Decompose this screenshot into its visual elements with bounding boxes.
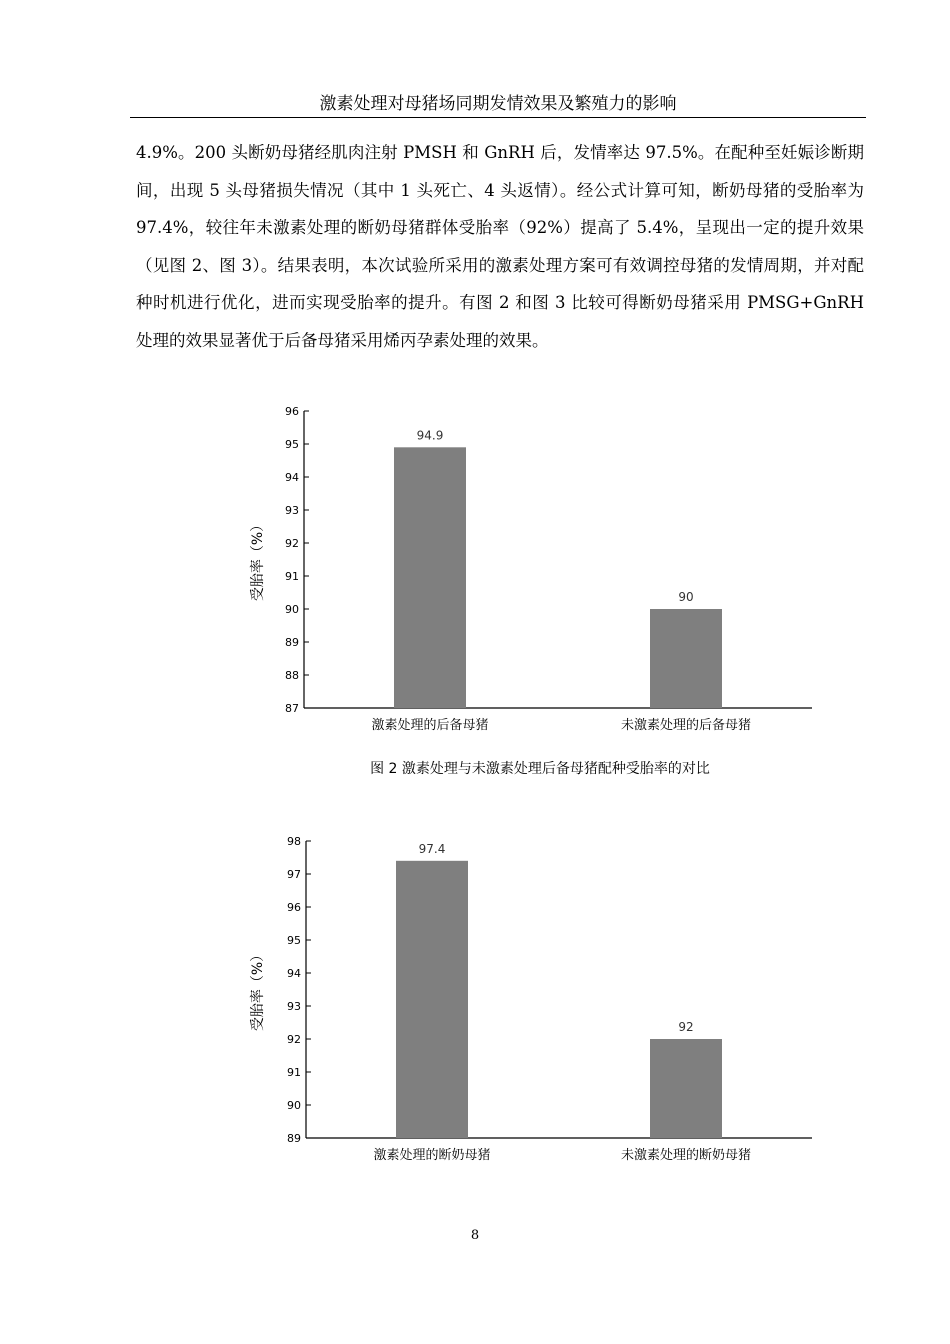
y-tick-label: 93 <box>285 504 299 517</box>
y-tick-label: 95 <box>287 934 301 947</box>
y-tick-label: 91 <box>287 1066 301 1079</box>
running-header-title: 激素处理对母猪场同期发情效果及繁殖力的影响 <box>319 94 677 114</box>
y-tick-label: 96 <box>285 405 299 418</box>
bar-data-label: 90 <box>678 590 694 604</box>
figure-2-caption: 图 2 激素处理与未激素处理后备母猪配种受胎率的对比 <box>370 761 710 777</box>
x-category-label: 激素处理的后备母猪 <box>371 718 489 733</box>
y-tick-label: 98 <box>287 835 301 848</box>
y-axis-title: 受胎率（%） <box>250 947 266 1032</box>
page-number: 8 <box>470 1228 480 1243</box>
y-tick-label: 92 <box>285 537 299 550</box>
y-tick-label: 96 <box>287 901 301 914</box>
bar-2 <box>650 1039 722 1138</box>
y-tick-label: 94 <box>287 967 301 980</box>
y-tick-label: 97 <box>287 868 301 881</box>
x-category-label: 激素处理的断奶母猪 <box>373 1148 491 1163</box>
y-tick-label: 92 <box>287 1033 301 1046</box>
y-tick-label: 89 <box>287 1132 301 1145</box>
x-category-label: 未激素处理的断奶母猪 <box>620 1148 752 1163</box>
y-tick-label: 95 <box>285 438 299 451</box>
y-axis-title: 受胎率（%） <box>250 517 266 602</box>
y-tick-label: 91 <box>285 570 299 583</box>
y-tick-label: 93 <box>287 1000 301 1013</box>
body-paragraph: 4.9%。200 头断奶母猪经肌肉注射 PMSH 和 GnRH 后，发情率达 97.5%。在配种至妊娠诊断期间，出现 5 头母猪损失情况（其中 1 头死亡、4 头返情）。经公式计算可知，断奶母猪的受胎率为 97.4%，较往年未激素处理的断奶母猪群体受胎率（92%）提高了 5.4%，呈现出一定的提升效果（见图 2、图 3）。结果表明，本次试验所采用的激素处理方案可有效调控母猪的发情周期，并对配种时机进行优化，进而实现受胎率的提升。有图 2 和图 3 比较可得断奶母猪采用 PMSG+GnRH 处理的效果显著优于后备母猪采用烯丙孕素处理的效果。 <box>136 143 864 350</box>
bar-data-label: 97.4 <box>418 841 446 856</box>
y-tick-label: 90 <box>287 1099 301 1112</box>
bar-1 <box>396 861 468 1138</box>
y-tick-label: 88 <box>285 669 299 682</box>
y-tick-label: 89 <box>285 636 299 649</box>
y-tick-label: 90 <box>285 603 299 616</box>
bar-data-label: 94.9 <box>416 428 444 443</box>
y-tick-label: 87 <box>285 702 299 715</box>
y-tick-label: 94 <box>285 471 299 484</box>
x-category-label: 未激素处理的后备母猪 <box>620 718 752 733</box>
bar-data-label: 92 <box>678 1020 694 1034</box>
